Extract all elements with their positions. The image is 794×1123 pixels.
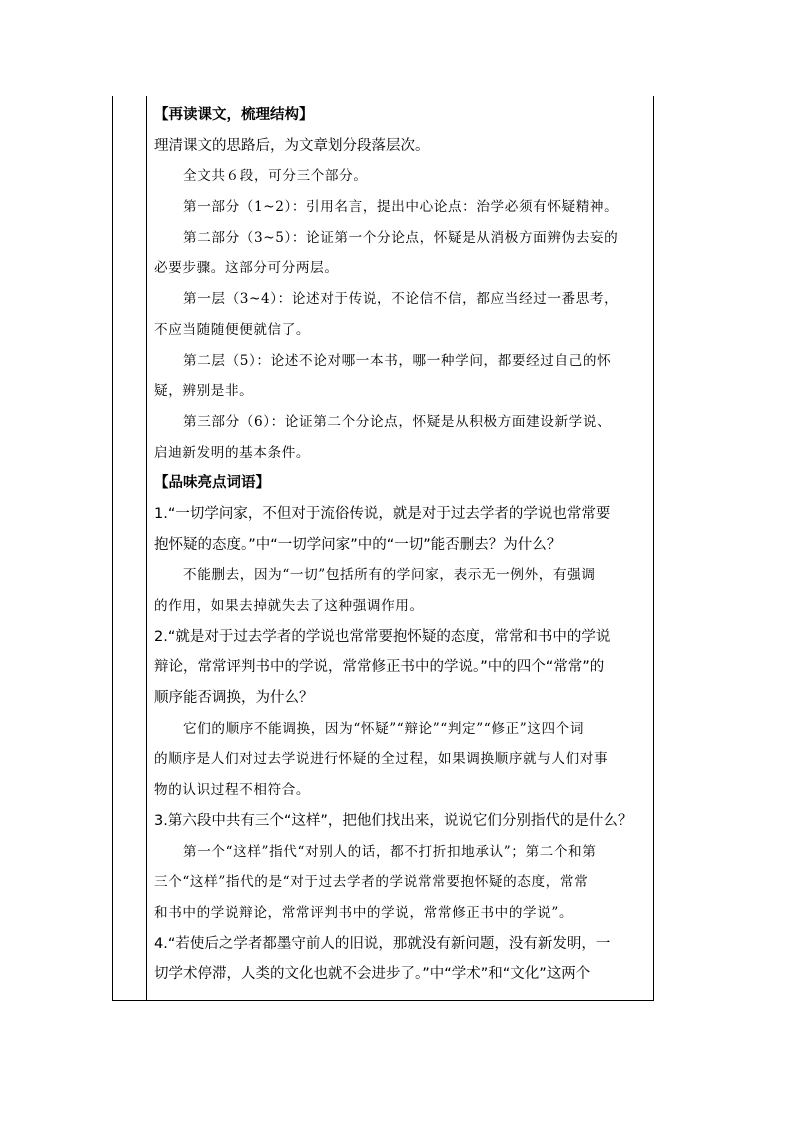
question-line: 顺序能否调换，为什么？ [154, 690, 314, 707]
answer-line: 第二层（5）：论述不论对哪一本书，哪一种学问，都要经过自己的怀 [183, 352, 612, 369]
question-line: 辩论，常常评判书中的学说，常常修正书中的学说。”中的四个“常常”的 [154, 659, 605, 676]
answer-line: 不应当随随便便就信了。 [154, 321, 311, 338]
question-line: 2.“就是对于过去学者的学说也常常要抱怀疑的态度，常常和书中的学说 [154, 628, 611, 645]
question-line: 1.“一切学问家，不但对于流俗传说，就是对于过去学者的学说也常常要 [154, 505, 611, 522]
answer-line: 第一部分（1~2）：引用名言，提出中心论点：治学必须有怀疑精神。 [183, 199, 619, 216]
answer-line: 物的认识过程不相符合。 [154, 782, 311, 799]
question-line: 4.“若使后之学者都墨守前人的旧说，那就没有新问题，没有新发明，一 [154, 935, 611, 952]
answer-line: 第二部分（3~5）：论证第一个分论点，怀疑是从消极方面辨伪去妄的 [183, 229, 619, 246]
answer-line: 它们的顺序不能调换，因为“怀疑”“辩论”“判定”“修正”这四个词 [183, 720, 585, 737]
answer-line: 第三部分（6）：论证第二个分论点，怀疑是从积极方面建设新学说、 [183, 413, 612, 430]
section-heading: 【再读课文，梳理结构】 [154, 107, 314, 123]
answer-line: 必要步骤。这部分可分两层。 [154, 260, 339, 277]
answer-line: 三个“这样”指代的是“对于过去学者的学说常常要抱怀疑的态度，常常 [154, 874, 589, 891]
question-line: 抱怀疑的态度。”中“一切学问家”中的“一切”能否删去？为什么？ [154, 536, 562, 553]
section-heading: 【品味亮点词语】 [154, 475, 270, 492]
answer-line: 启迪新发明的基本条件。 [154, 444, 311, 461]
answer-line: 的作用，如果去掉就失去了这种强调作用。 [154, 598, 424, 614]
answer-line: 和书中的学说辩论，常常评判书中的学说，常常修正书中的学说”。 [154, 904, 574, 921]
answer-line: 第一个“这样”指代“对别人的话，都不打折扣地承认”；第二个和第 [183, 843, 597, 860]
question-line: 3.第六段中共有三个“这样”，把他们找出来，说说它们分别指代的是什么？ [154, 812, 633, 829]
lesson-content [154, 100, 646, 990]
question-line: 切学术停滞，人类的文化也就不会进步了。”中“学术”和“文化”这两个 [154, 966, 591, 983]
question-line: 理清课文的思路后，为文章划分段落层次。 [154, 137, 430, 154]
answer-line: 疑，辨别是非。 [154, 383, 254, 400]
answer-line: 全文共６段，可分三个部分。 [183, 168, 368, 185]
answer-line: 第一层（3~4）：论述对于传说，不论信不信，都应当经过一番思考， [183, 291, 619, 308]
answer-line: 不能删去，因为“一切”包括所有的学问家，表示无一例外，有强调 [183, 567, 596, 584]
answer-line: 的顺序是人们对过去学说进行怀疑的全过程，如果调换顺序就与人们对事 [154, 751, 609, 768]
table-column-divider [146, 96, 147, 1000]
